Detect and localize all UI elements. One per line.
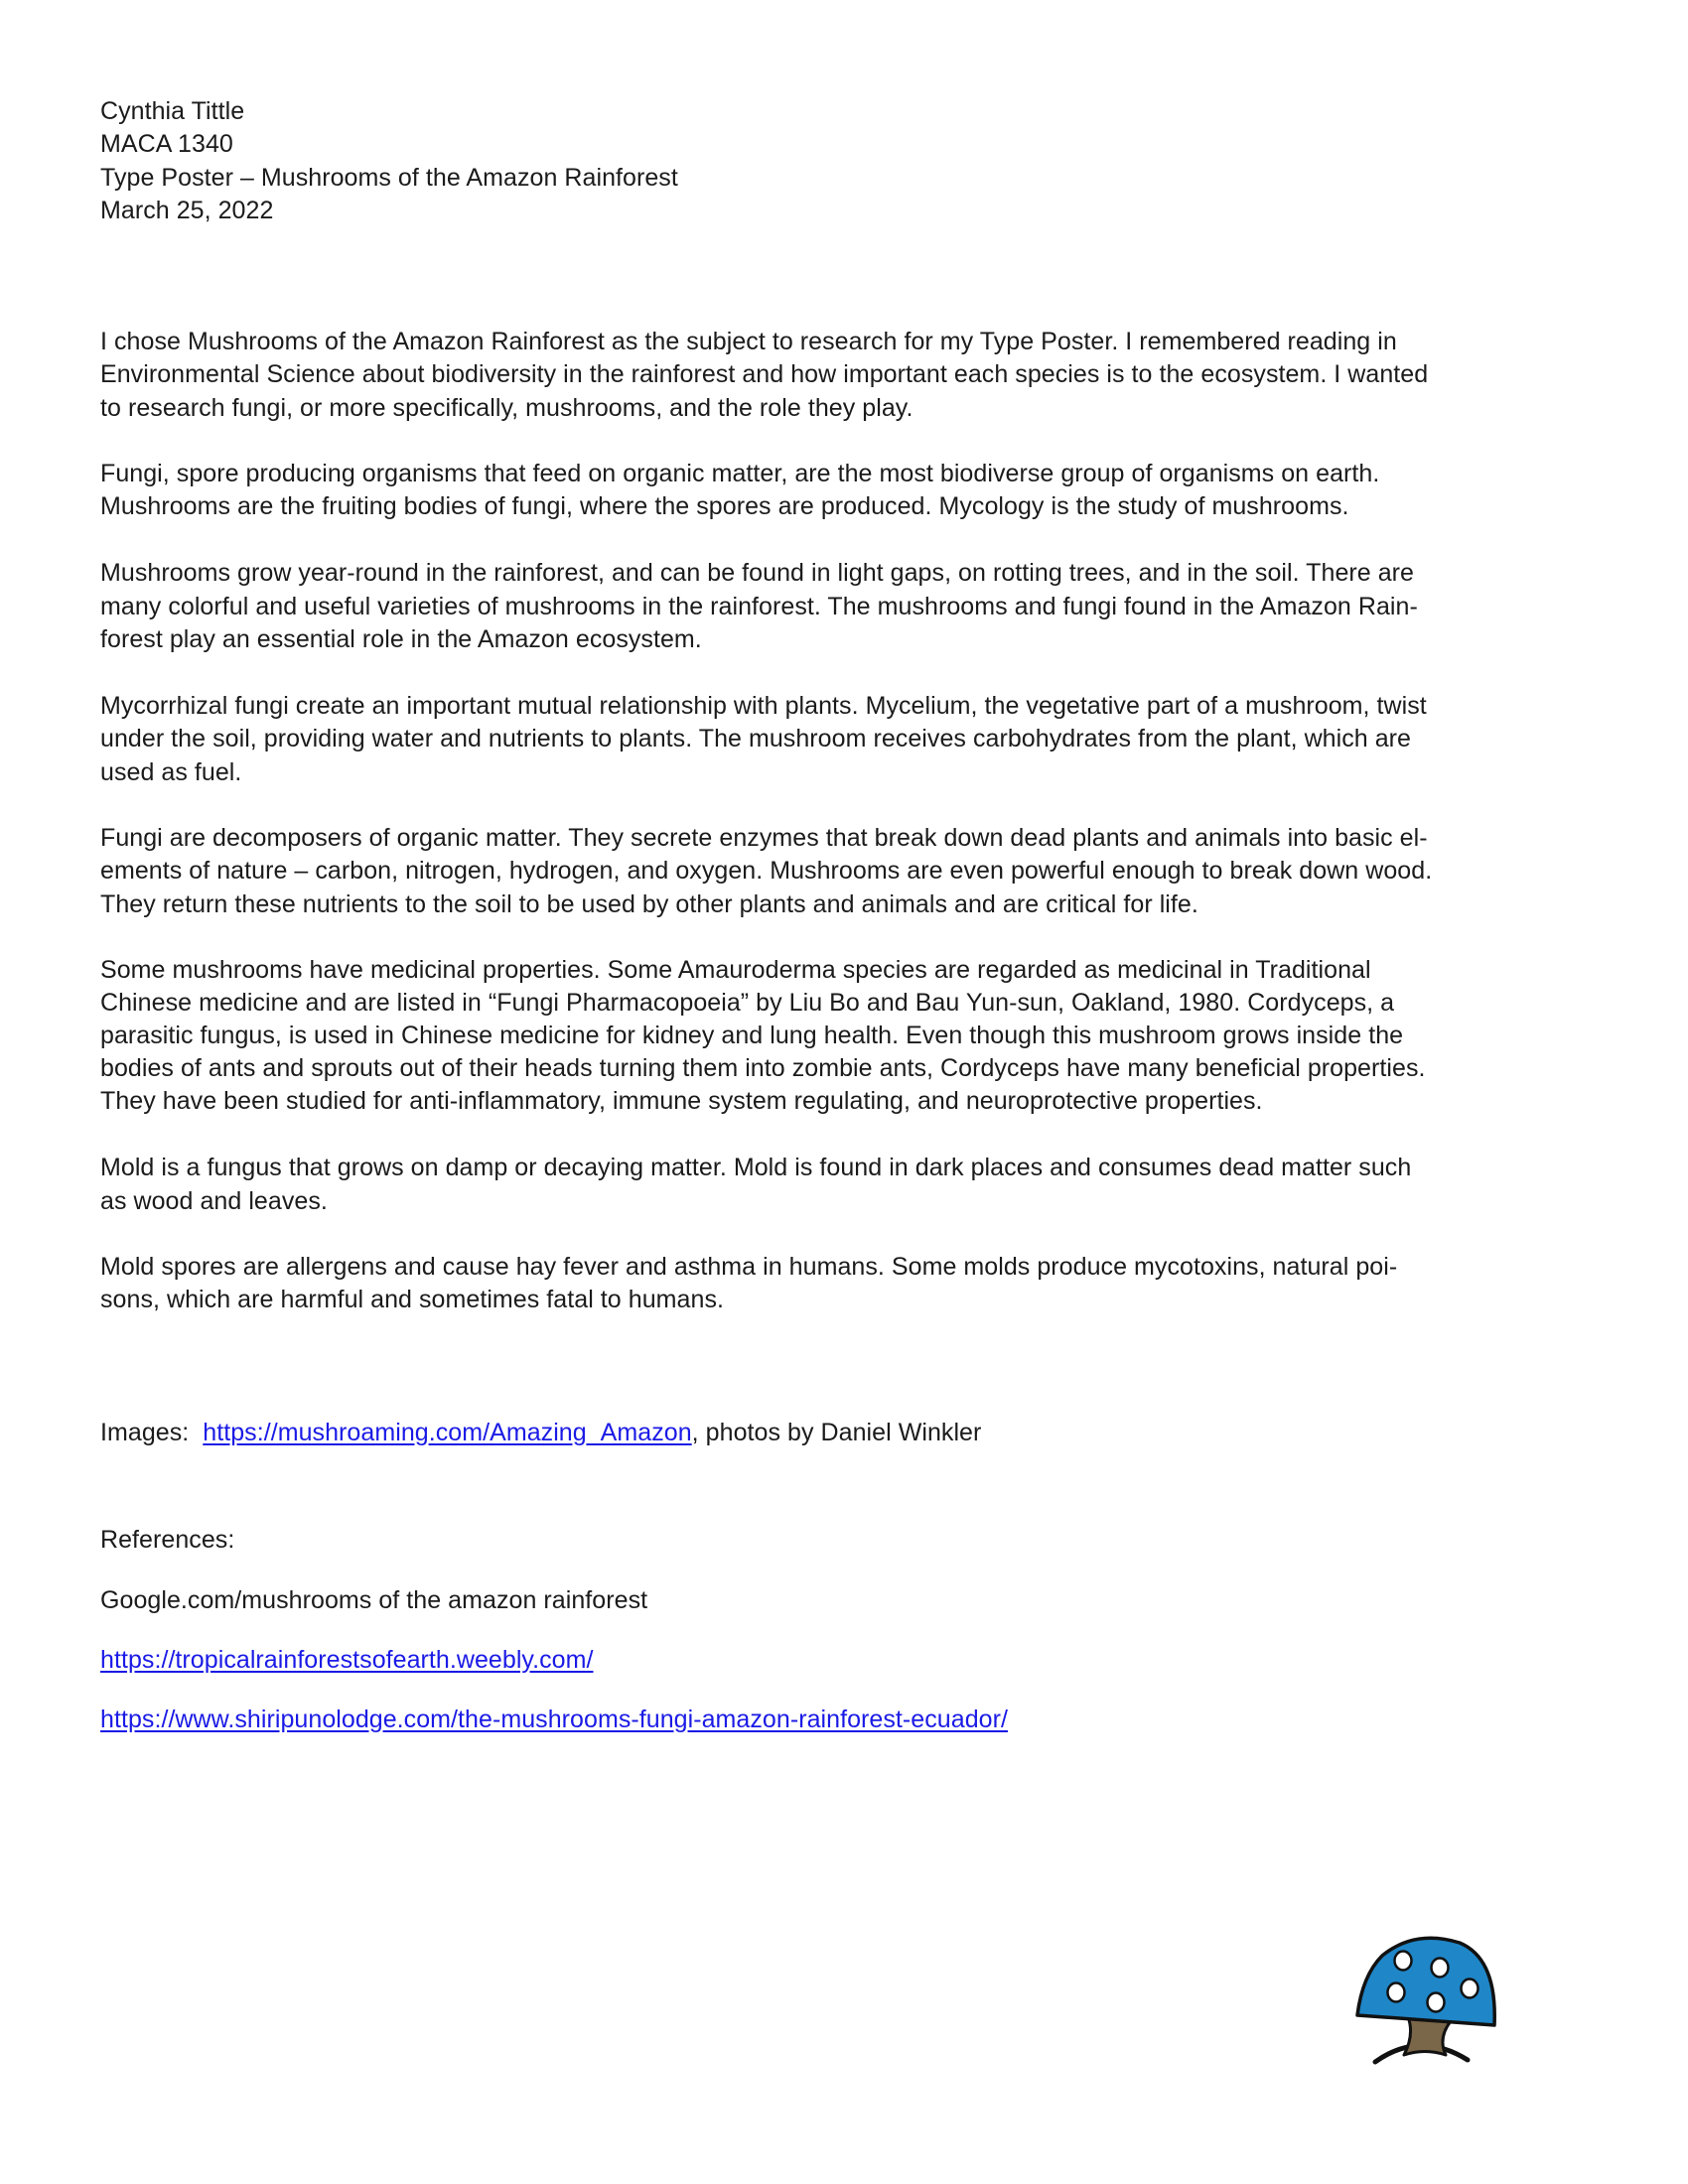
references-heading: References: [100, 1526, 235, 1554]
assignment-title: Type Poster – Mushrooms of the Amazon Rainforest [100, 164, 678, 192]
paragraph-line: They return these nutrients to the soil to be used by other plants and animals and are critical for life. [100, 890, 1198, 918]
author-name: Cynthia Tittle [100, 97, 245, 125]
paragraph-line: Mold is a fungus that grows on damp or decaying matter. Mold is found in dark places and consumes dead matter such [100, 1154, 1412, 1181]
images-credit-suffix: , photos by Daniel Winkler [691, 1419, 982, 1446]
document-date: March 25, 2022 [100, 197, 274, 224]
blue-mushroom-icon [1350, 1921, 1509, 2070]
paragraph-line: bodies of ants and sprouts out of their heads turning them into zombie ants, Cordyceps have many beneficial properties. [100, 1054, 1426, 1082]
paragraph-line: They have been studied for anti-inflammatory, immune system regulating, and neuroprotective properties. [100, 1087, 1263, 1115]
paragraph-line: Some mushrooms have medicinal properties. Some Amauroderma species are regarded as medicinal in Traditional [100, 956, 1371, 984]
paragraph-line: to research fungi, or more specifically, mushrooms, and the role they play. [100, 394, 914, 422]
paragraph-line: Fungi, spore producing organisms that feed on organic matter, are the most biodiverse group of organisms on earth. [100, 460, 1380, 487]
paragraph-line: as wood and leaves. [100, 1187, 328, 1215]
paragraph-line: Mushrooms grow year-round in the rainforest, and can be found in light gaps, on rotting trees, and in the soil. There are [100, 559, 1415, 587]
paragraph-line: Fungi are decomposers of organic matter. They secrete enzymes that break down dead plants and animals into basic el- [100, 824, 1428, 852]
paragraph-line: parasitic fungus, is used in Chinese medicine for kidney and lung health. Even though this mushroom grows inside the [100, 1022, 1404, 1049]
paragraph-line: forest play an essential role in the Amazon ecosystem. [100, 625, 702, 653]
images-source-link[interactable]: https://mushroaming.com/Amazing_Amazon [203, 1419, 692, 1446]
paragraph-line: Mycorrhizal fungi create an important mutual relationship with plants. Mycelium, the vegetative part of a mushroom, twist [100, 692, 1427, 720]
reference-link-shiripuno[interactable] [100, 1704, 1008, 1736]
paragraph-line: Mushrooms are the fruiting bodies of fungi, where the spores are produced. Mycology is the study of mushrooms. [100, 492, 1349, 520]
images-credit [100, 1417, 981, 1449]
paragraph-line: sons, which are harmful and sometimes fatal to humans. [100, 1286, 724, 1313]
paragraph-line: I chose Mushrooms of the Amazon Rainforest as the subject to research for my Type Poster. I remembered reading in [100, 328, 1397, 355]
reference-link-tropical[interactable] [100, 1644, 594, 1677]
reference-item-google: Google.com/mushrooms of the amazon rainforest [100, 1586, 648, 1614]
course-code: MACA 1340 [100, 130, 233, 158]
reference-link[interactable]: https://tropicalrainforestsofearth.weebly.com/ [100, 1646, 594, 1674]
paragraph-line: Mold spores are allergens and cause hay fever and asthma in humans. Some molds produce mycotoxins, natural poi- [100, 1253, 1398, 1281]
paragraph-line: under the soil, providing water and nutrients to plants. The mushroom receives carbohydrates from the plant, which are [100, 725, 1412, 752]
paragraph-line: many colorful and useful varieties of mushrooms in the rainforest. The mushrooms and fungi found in the Amazon Rain- [100, 593, 1418, 620]
reference-link[interactable]: https://www.shiripunolodge.com/the-mushrooms-fungi-amazon-rainforest-ecuador/ [100, 1706, 1008, 1733]
paragraph-line: used as fuel. [100, 758, 242, 786]
paragraph-line: Environmental Science about biodiversity in the rainforest and how important each species is to the ecosystem. I wanted [100, 360, 1429, 388]
paragraph-line: Chinese medicine and are listed in “Fungi Pharmacopoeia” by Liu Bo and Bau Yun-sun, Oakland, 1980. Cordyceps, a [100, 989, 1395, 1017]
images-label: Images: [100, 1419, 204, 1446]
paragraph-line: ements of nature – carbon, nitrogen, hydrogen, and oxygen. Mushrooms are even powerful enough to break down wood. [100, 857, 1433, 885]
